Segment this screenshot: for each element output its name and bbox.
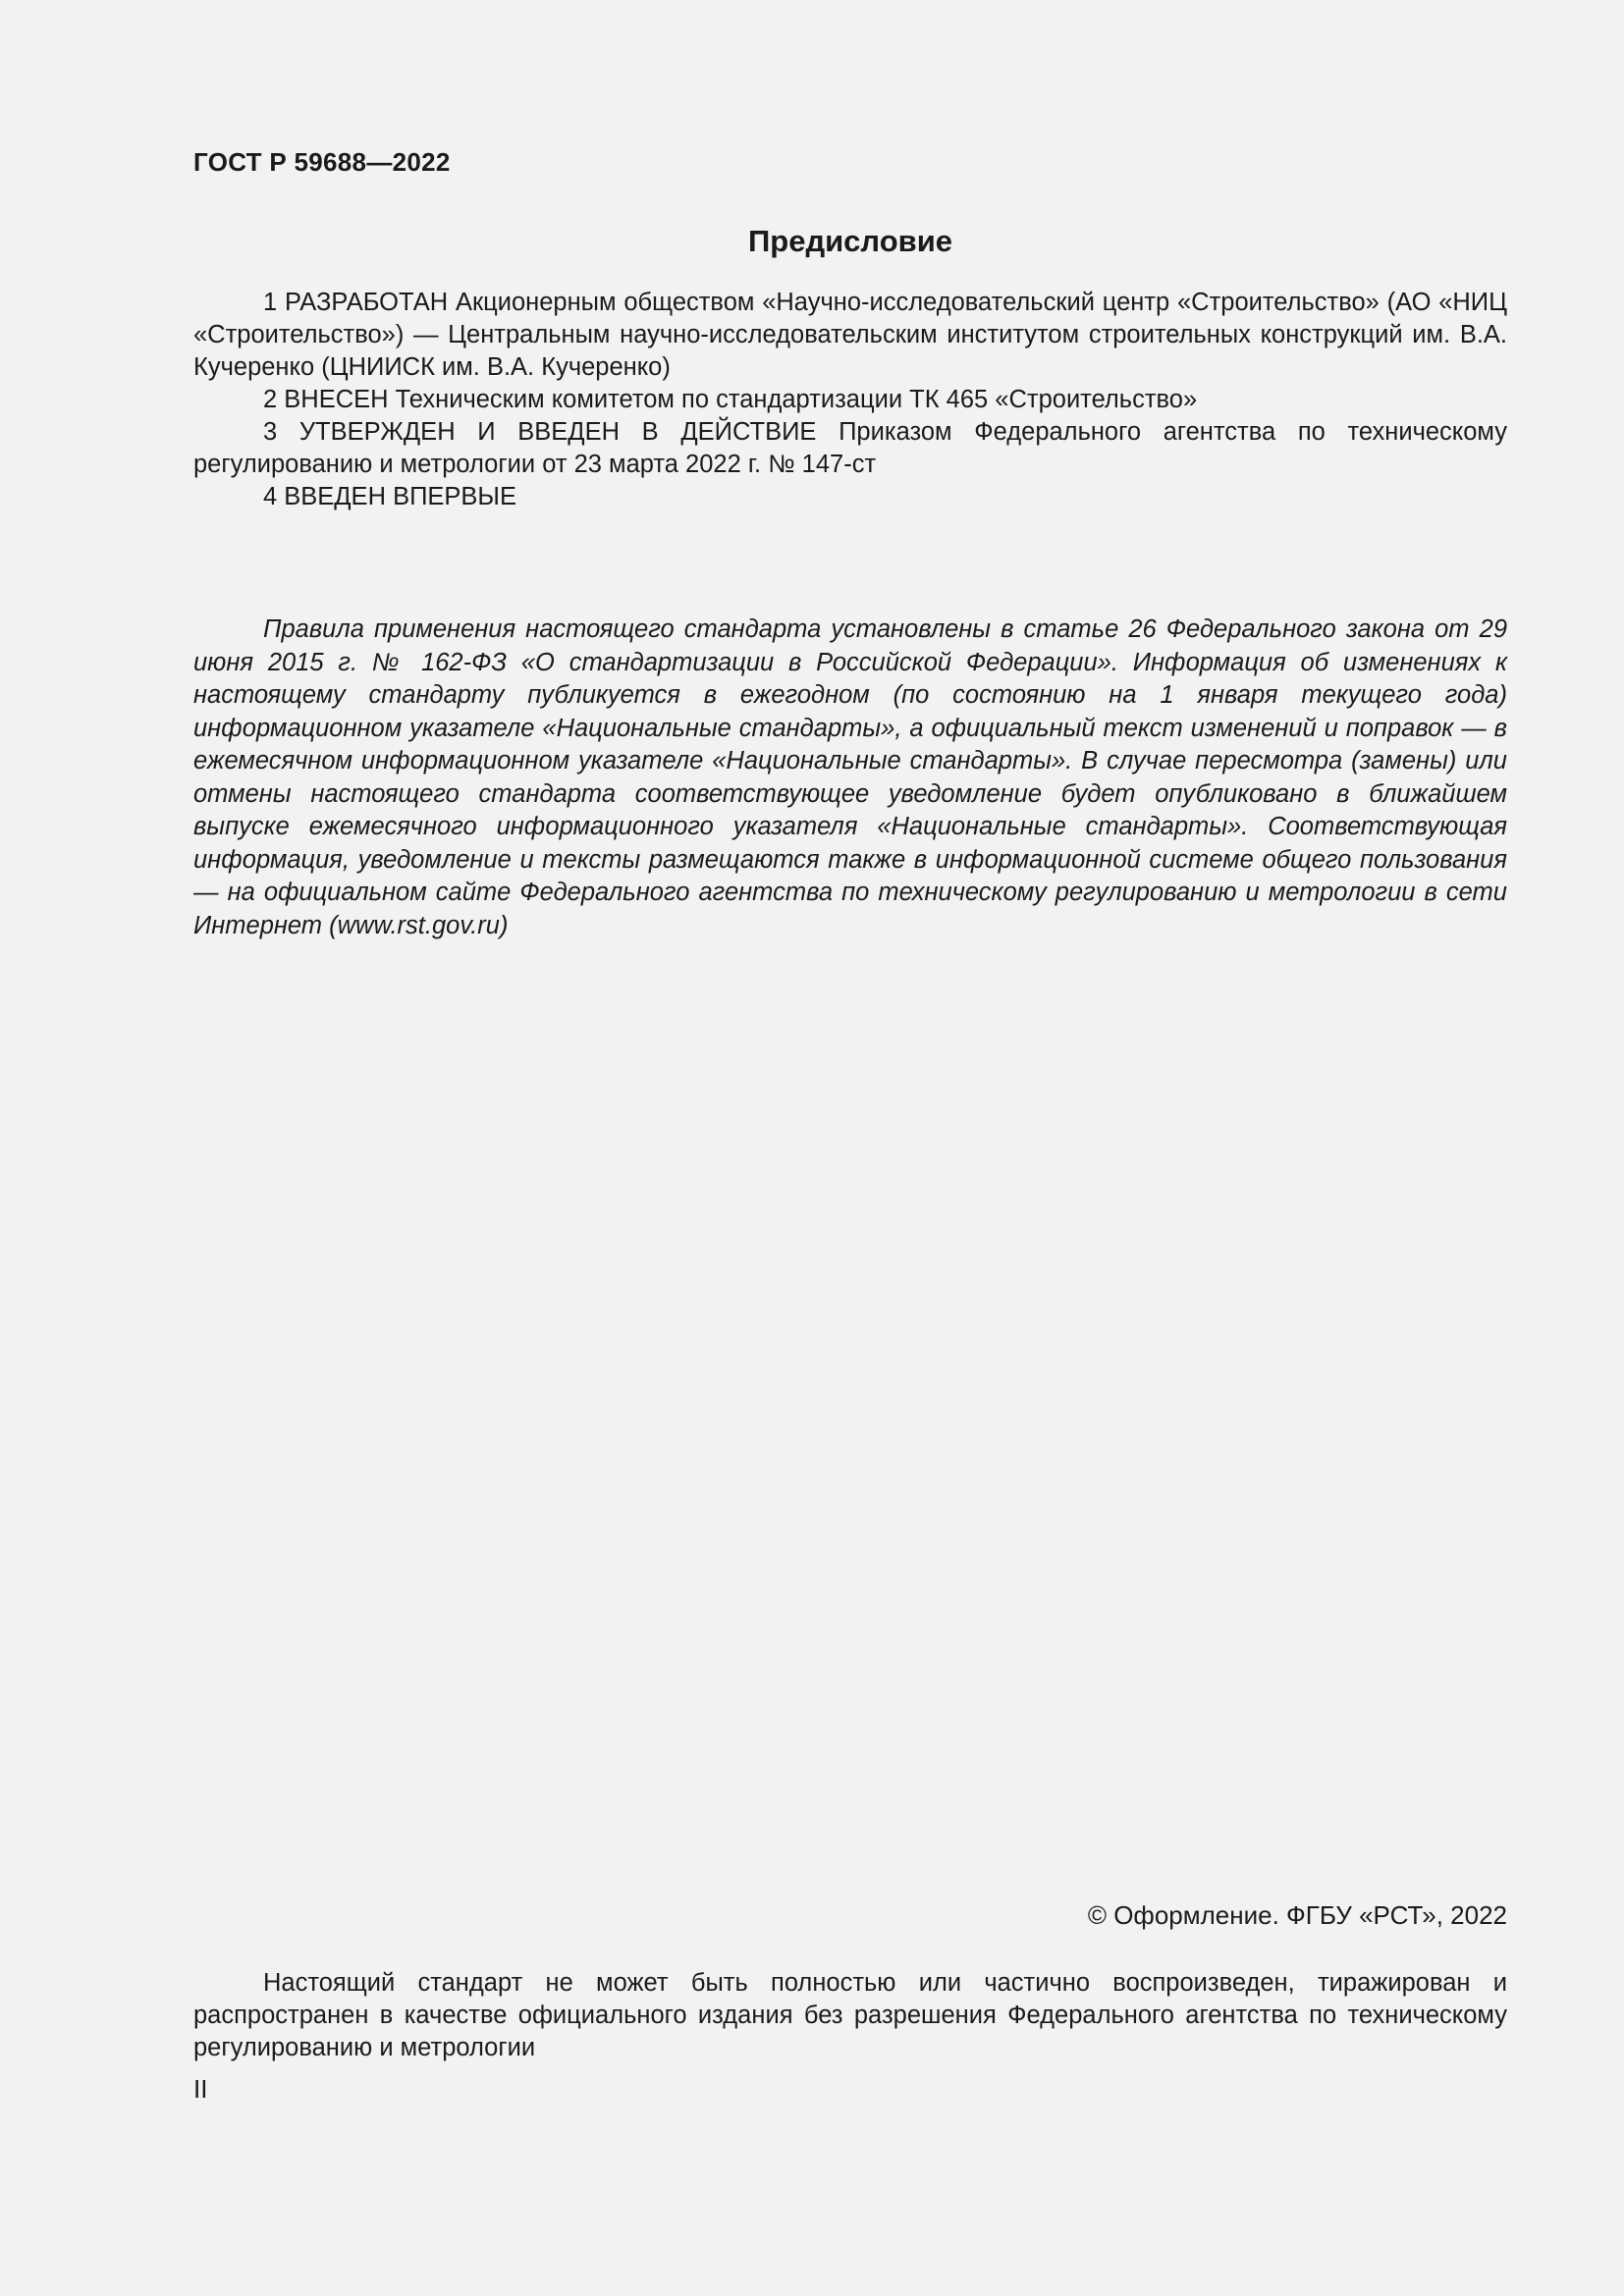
page-title: Предисловие bbox=[747, 224, 952, 258]
preface-item-submitted: 2 ВНЕСЕН Техническим комитетом по стандартизации ТК 465 «Строительство» bbox=[263, 386, 1198, 413]
reproduction-disclaimer: Настоящий стандарт не может быть полностью или частично воспроизведен, тиражирован и распространен в качестве официального издания без разрешения Федерального агентства по техническому регулированию и метрологии bbox=[193, 1969, 1507, 2061]
preface-item-approved: 3 УТВЕРЖДЕН И ВВЕДЕН В ДЕЙСТВИЕ Приказом Федерального агентства по техническому регулированию и метрологии от 23 марта 2022 г. № 147-ст bbox=[193, 418, 1507, 478]
preface-item-developed: 1 РАЗРАБОТАН Акционерным обществом «Научно-исследовательский центр «Строительство» (АО «НИЦ «Строительство») — Центральным научно-исследовательским институтом строительных конструкций им. В.А. Кучеренко (ЦНИИСК им. В.А. Кучеренко) bbox=[193, 289, 1507, 381]
preface-item-introduced: 4 ВВЕДЕН ВПЕРВЫЕ bbox=[263, 483, 517, 510]
document-code: ГОСТ Р 59688—2022 bbox=[193, 147, 451, 177]
preface-list bbox=[193, 287, 1507, 513]
copyright-line: © Оформление. ФГБУ «РСТ», 2022 bbox=[1087, 1900, 1507, 1930]
page-number: II bbox=[193, 2074, 208, 2104]
application-rules-notice: Правила применения настоящего стандарта установлены в статье 26 Федерального закона от 29 июня 2015 г. № 162-ФЗ «О стандартизации в Российской Федерации». Информация об изменениях к настоящему стандарту публикуется в ежегодном (по состоянию на 1 января текущего года) информационном указателе «Национальные стандарты», а официальный текст изменений и поправок — в ежемесячном информационном указателе «Национальные стандарты». В случае пересмотра (замены) или отмены настоящего стандарта соответствующее уведомление будет опубликовано в ближайшем выпуске ежемесячного информационного указателя «Национальные стандарты». Соответствующая информация, уведомление и тексты размещаются также в информационной системе общего пользования — на официальном сайте Федерального агентства по техническому регулированию и метрологии в сети Интернет (www.rst.gov.ru) bbox=[193, 615, 1507, 939]
